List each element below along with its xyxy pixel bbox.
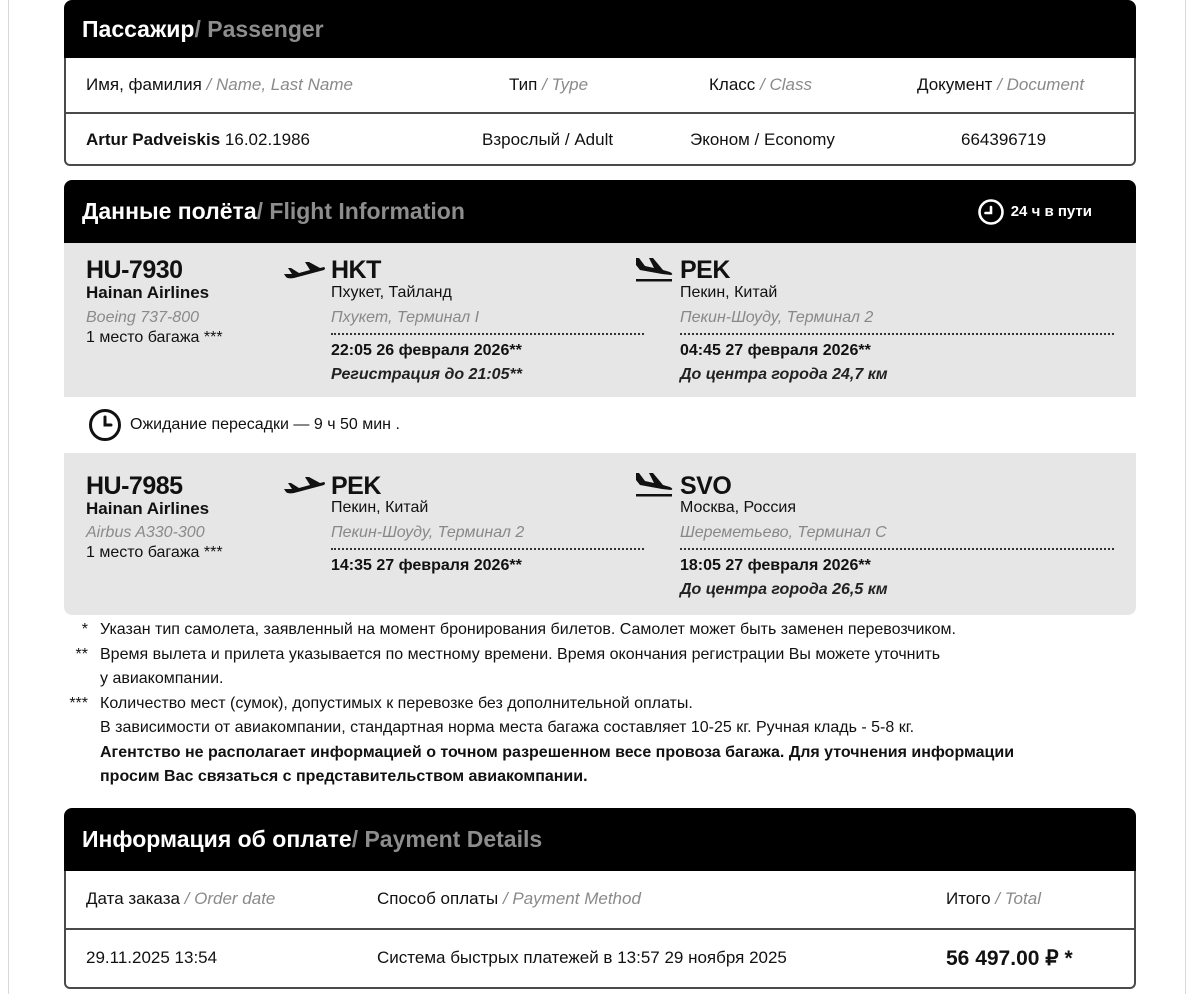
footnote-text: Количество мест (сумок), допустимых к перевозке без дополнительной оплаты. [100, 694, 693, 712]
dotted-separator [331, 548, 644, 550]
footnote-bold-text: Агентство не располагает информацией о точном разрешенном весе провоза багажа. Для уточнения информации [100, 743, 1015, 761]
passenger-type: Взрослый / Adult [482, 130, 614, 149]
col-total [946, 889, 1041, 909]
passenger-document: 664396719 [961, 130, 1047, 149]
footnote-baggage-warning [66, 741, 1136, 766]
footnote-baggage-norm [66, 716, 1136, 741]
footnote-text: у авиакомпании. [100, 670, 224, 687]
arrival-terminal: Шереметьево, Терминал C [680, 524, 887, 541]
footnote-mark: *** [69, 694, 88, 712]
aircraft-type: Boeing 737-800 [86, 309, 199, 326]
departure-city: Пекин, Китай [331, 499, 429, 516]
footnote-indent [64, 765, 100, 790]
trip-duration-text: 24 ч в пути [1010, 203, 1092, 220]
baggage-allowance: 1 место багажа *** [86, 544, 223, 561]
payment-columns-row [66, 871, 1134, 927]
clock-icon [977, 198, 1005, 226]
arrival-terminal: Пекин-Шоуду, Терминал 2 [680, 309, 874, 326]
footnote-time [66, 643, 1136, 668]
departure-time: 22:05 26 февраля 2026** [331, 342, 522, 359]
col-type [509, 75, 588, 95]
departure-code: HKT [331, 256, 381, 284]
flight-info-title-en: / Flight Information [256, 198, 465, 224]
col-total-en: / Total [990, 889, 1041, 908]
col-payment-method-ru: Способ оплаты [377, 889, 499, 908]
departure-terminal: Пекин-Шоуду, Терминал 2 [331, 524, 525, 541]
footnote-indent [64, 667, 100, 692]
arrival-code: PEK [680, 256, 730, 284]
city-distance: До центра города 24,7 км [680, 366, 888, 383]
passenger-title: Пассажир [82, 15, 195, 42]
col-class-ru: Класс [709, 75, 756, 94]
flight-segment-2 [64, 453, 1136, 615]
landing-plane-icon [632, 256, 674, 284]
footnote-indent [64, 741, 100, 766]
arrival-city: Пекин, Китай [680, 284, 778, 301]
layover-bar [64, 397, 1136, 453]
checkin-deadline: Регистрация до 21:05** [331, 366, 522, 383]
flight-number: HU-7930 [86, 256, 183, 284]
payment-title: Информация об оплате [82, 826, 352, 852]
footnote-aircraft [66, 618, 1136, 643]
passenger-header [64, 0, 1136, 58]
arrival-time: 18:05 27 февраля 2026** [680, 557, 871, 574]
passenger-columns-row [66, 58, 1134, 112]
payment-header [64, 808, 1136, 871]
passenger-class: Эконом / Economy [690, 130, 835, 149]
col-payment-method-en: / Payment Method [498, 889, 641, 908]
trip-duration [977, 198, 1092, 226]
flight-info-title: Данные полёта [82, 198, 257, 224]
flight-segment-1 [64, 243, 1136, 397]
col-order-date [86, 889, 275, 909]
total-amount: 56 497.00 ₽ * [946, 946, 1073, 970]
col-type-ru: Тип [509, 75, 538, 94]
flight-number: HU-7985 [86, 472, 183, 500]
departure-city: Пхукет, Тайланд [331, 284, 452, 301]
takeoff-plane-icon [282, 260, 326, 282]
passenger-fullname: Artur Padveiskis [86, 130, 221, 149]
passenger-values-row [66, 114, 1134, 166]
footnote-time-cont [66, 667, 1136, 692]
aircraft-type: Airbus A330-300 [86, 524, 205, 541]
departure-code: PEK [331, 472, 381, 500]
dotted-separator [680, 333, 1114, 335]
arrival-time: 04:45 27 февраля 2026** [680, 342, 871, 359]
takeoff-plane-icon [282, 475, 326, 497]
passenger-card [64, 58, 1136, 166]
footnote-indent [64, 716, 100, 741]
footnotes [66, 618, 1136, 790]
col-document-ru: Документ [917, 75, 993, 94]
footnote-baggage [66, 692, 1136, 717]
dotted-separator [680, 548, 1114, 550]
footnote-text: Указан тип самолета, заявленный на момент бронирования билетов. Самолет может быть заменен перевозчиком. [100, 621, 956, 638]
footnote-mark: * [81, 621, 88, 638]
landing-plane-icon [632, 471, 674, 499]
passenger-name [86, 130, 310, 150]
airline-name: Hainan Airlines [86, 283, 210, 302]
arrival-city: Москва, Россия [680, 499, 796, 516]
layover-text: Ожидание пересадки — 9 ч 50 мин . [130, 416, 400, 433]
payment-values-row [66, 930, 1134, 986]
footnote-baggage-warning-cont [66, 765, 1136, 790]
payment-title-en: / Payment Details [351, 826, 543, 852]
city-distance: До центра города 26,5 км [680, 581, 888, 598]
col-name [86, 75, 353, 95]
col-document [917, 75, 1084, 95]
col-order-date-ru: Дата заказа [86, 889, 180, 908]
col-order-date-en: / Order date [179, 889, 276, 908]
order-date: 29.11.2025 13:54 [86, 948, 218, 967]
footnote-text: В зависимости от авиакомпании, стандартная норма места багажа составляет 10-25 кг. Ручная кладь - 5-8 кг. [100, 719, 915, 736]
baggage-allowance: 1 место багажа *** [86, 329, 223, 346]
col-payment-method [377, 889, 641, 909]
airline-name: Hainan Airlines [86, 499, 210, 518]
passenger-title-en: / Passenger [194, 15, 324, 42]
footnote-mark: ** [75, 645, 88, 663]
flight-info-header [64, 180, 1136, 243]
departure-terminal: Пхукет, Терминал I [331, 309, 480, 326]
col-class-en: / Class [755, 75, 812, 94]
payment-card [64, 871, 1136, 989]
footnote-text: Время вылета и прилета указывается по местному времени. Время окончания регистрации Вы можете уточнить [100, 645, 941, 663]
col-name-ru: Имя, фамилия [86, 75, 202, 94]
dotted-separator [331, 333, 644, 335]
passenger-birthdate: 16.02.1986 [220, 130, 310, 149]
footnote-bold-text: просим Вас связаться с представительством авиакомпании. [100, 768, 588, 785]
col-total-ru: Итого [946, 889, 991, 908]
col-document-en: / Document [992, 75, 1085, 94]
clock-icon [88, 408, 122, 442]
col-name-en: / Name, Last Name [201, 75, 353, 94]
arrival-code: SVO [680, 472, 732, 500]
col-type-en: / Type [537, 75, 589, 94]
payment-method: Система быстрых платежей в 13:57 29 ноября 2025 [377, 948, 787, 967]
col-class [709, 75, 812, 95]
departure-time: 14:35 27 февраля 2026** [331, 557, 522, 574]
